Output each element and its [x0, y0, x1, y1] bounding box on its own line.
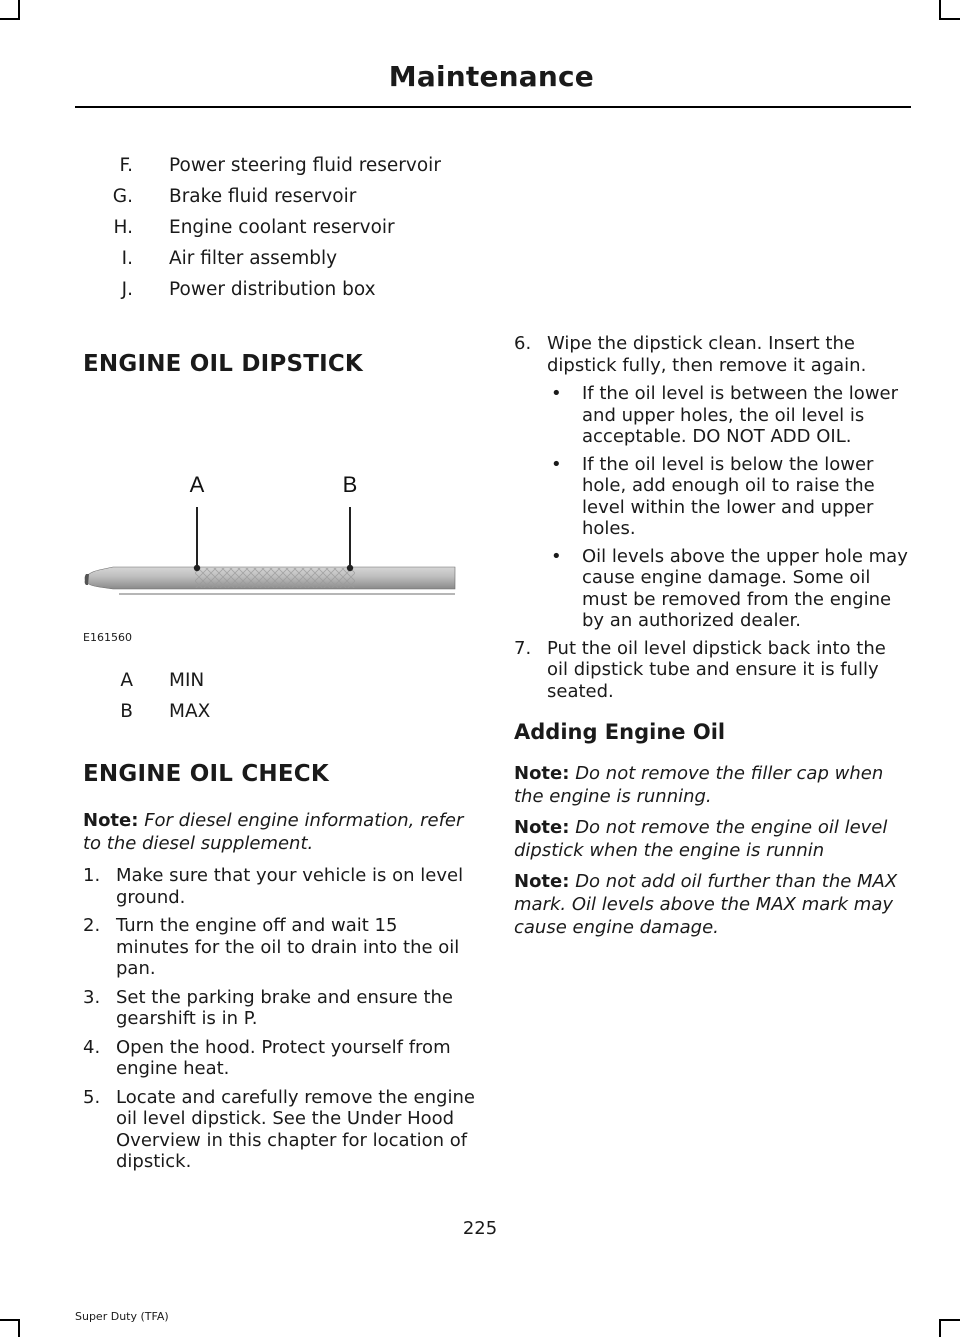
note-label: Note:: [83, 810, 139, 831]
step-item: [83, 915, 475, 980]
legend-item: [83, 665, 475, 696]
note-label: Note:: [514, 763, 570, 784]
step-number: 5.: [83, 1086, 101, 1108]
key-letter: J.: [121, 279, 133, 300]
crop-mark: [18, 1319, 20, 1337]
section-heading-oil-check: ENGINE OIL CHECK: [83, 761, 329, 787]
bullet-item: [514, 546, 910, 632]
key-item: [83, 181, 475, 212]
note-item: [514, 870, 910, 939]
left-column: [83, 150, 475, 1180]
step-text: Turn the engine off and wait 15 minutes for the oil to drain into the oil pan.: [116, 915, 460, 979]
step-item: [83, 865, 475, 908]
dipstick-illustration: [83, 413, 475, 643]
page-title: Maintenance: [388, 60, 594, 93]
key-item: [83, 274, 475, 305]
key-text: Air filter assembly: [169, 248, 338, 269]
legend-letter: B: [120, 701, 133, 722]
key-item: [83, 150, 475, 181]
note-text: Do not remove the filler cap when the engine is running.: [514, 763, 884, 807]
key-letter: I.: [121, 248, 133, 269]
step-item: [514, 333, 910, 376]
step-text: Open the hood. Protect yourself from engine heat.: [116, 1036, 451, 1079]
figure-label-a: A: [189, 472, 205, 497]
crop-mark: [0, 18, 20, 20]
key-letter: F.: [119, 155, 133, 176]
figure-id: E161560: [83, 631, 132, 644]
dipstick-figure: [83, 413, 475, 643]
steps-list-left: [83, 865, 475, 1173]
figure-label-b: B: [342, 472, 358, 497]
bullet-text: If the oil level is between the lower and upper holes, the oil level is acceptable. DO NOT ADD OIL.: [582, 383, 899, 447]
crop-mark: [939, 0, 941, 18]
crop-mark: [18, 0, 20, 18]
legend-item: [83, 696, 475, 727]
note-item: [514, 816, 910, 862]
step-text: Make sure that your vehicle is on level ground.: [116, 865, 464, 908]
right-column: [514, 333, 910, 939]
key-text: Power distribution box: [169, 279, 376, 300]
crop-mark: [939, 1319, 941, 1337]
legend-text: MIN: [169, 670, 205, 691]
note-text: Do not add oil further than the MAX mark. Oil levels above the MAX mark may cause engine damage.: [514, 871, 898, 938]
dipstick-legend: [83, 665, 475, 727]
key-item: [83, 243, 475, 274]
crop-mark: [939, 1319, 960, 1321]
bullet-item: [514, 383, 910, 448]
key-text: Brake fluid reservoir: [169, 186, 357, 207]
step-number: 7.: [514, 637, 532, 659]
bullet-mark: •: [551, 453, 562, 475]
header-rule: [75, 106, 911, 108]
key-list: [83, 150, 475, 305]
crop-mark: [939, 18, 960, 20]
bullet-mark: •: [551, 383, 562, 404]
note-diesel: [83, 809, 475, 855]
step-number: 3.: [83, 986, 101, 1008]
section-heading-adding-oil: Adding Engine Oil: [514, 720, 726, 744]
legend-letter: A: [120, 670, 133, 691]
bullet-text: If the oil level is below the lower hole, add enough oil to raise the level within the lower and upper holes.: [582, 453, 875, 539]
note-item: [514, 762, 910, 808]
step-text: Locate and carefully remove the engine oil level dipstick. See the Under Hood Overview in this chapter for location of dipstick.: [116, 1086, 475, 1172]
publication-footer: Super Duty (TFA): [75, 1310, 169, 1323]
step-item: [83, 1037, 475, 1080]
step-number: 2.: [83, 915, 101, 936]
bullet-item: [514, 454, 910, 540]
page-number: 225: [462, 1218, 498, 1239]
step-text: Put the oil level dipstick back into the oil dipstick tube and ensure it is fully seated.: [547, 637, 886, 702]
key-letter: H.: [113, 217, 133, 238]
bullet-mark: •: [551, 545, 562, 567]
section-heading-dipstick: ENGINE OIL DIPSTICK: [83, 351, 363, 377]
step-text: Wipe the dipstick clean. Insert the dipstick fully, then remove it again.: [547, 333, 867, 376]
legend-text: MAX: [169, 701, 211, 722]
note-label: Note:: [514, 871, 570, 892]
bullet-text: Oil levels above the upper hole may cause engine damage. Some oil must be removed from the engine by an authorized dealer.: [582, 545, 908, 631]
step-item: [514, 638, 910, 703]
note-text: For diesel engine information, refer to the diesel supplement.: [83, 810, 464, 854]
step-text: Set the parking brake and ensure the gearshift is in P.: [116, 986, 454, 1029]
step-number: 4.: [83, 1036, 101, 1058]
key-text: Power steering fluid reservoir: [169, 155, 441, 176]
step-number: 1.: [83, 865, 101, 886]
step-item: [83, 987, 475, 1030]
key-text: Engine coolant reservoir: [169, 217, 395, 238]
step-number: 6.: [514, 333, 532, 354]
note-text: Do not remove the engine oil level dipstick when the engine is runnin: [514, 817, 888, 861]
note-label: Note:: [514, 817, 570, 838]
step-item: [83, 1087, 475, 1173]
key-letter: G.: [112, 186, 133, 207]
crop-mark: [0, 1319, 20, 1321]
key-item: [83, 212, 475, 243]
